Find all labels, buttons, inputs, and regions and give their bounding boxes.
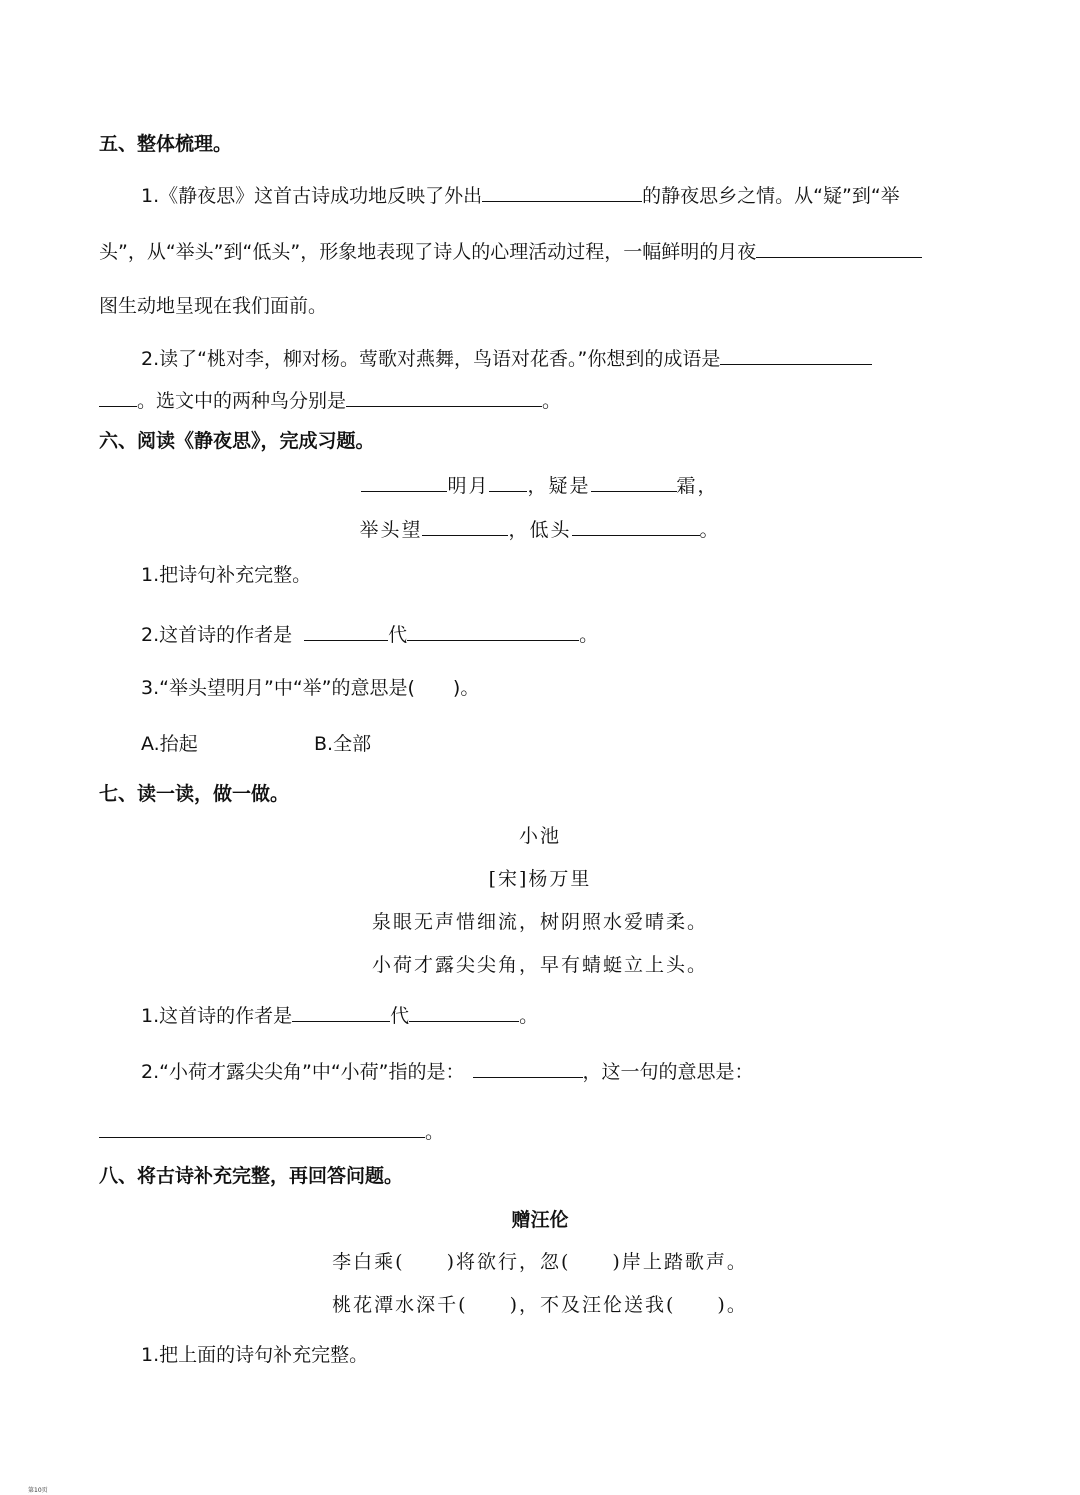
poem-line-2: 小荷才露尖尖角，早有蜻蜓立上头。 — [371, 954, 708, 976]
s5-q2-line1 — [141, 347, 872, 369]
s7-q2-end: 。 — [425, 1121, 445, 1143]
s7-q2-text-a: 2.“小荷才露尖尖角”中“小荷”指的是： — [141, 1061, 465, 1083]
poem-line-1: 泉眼无声惜细流，树阴照水爱晴柔。 — [371, 911, 708, 933]
answer-blank[interactable] — [407, 623, 579, 641]
s5-q1-line2 — [99, 240, 922, 262]
s5-q2-text-c: 。 — [542, 390, 562, 412]
s5-q2-text-a: 2.读了“桃对李，柳对杨。莺歌对燕舞，鸟语对花香。”你想到的成语是 — [141, 348, 721, 370]
poem-line-2: 桃花潭水深千( )，不及汪伦送我( )。 — [332, 1294, 748, 1316]
answer-blank[interactable] — [422, 518, 508, 536]
section-6-heading: 六、阅读《静夜思》，完成习题。 — [99, 430, 375, 452]
s7-q2-text-b: ，这一句的意思是： — [582, 1061, 754, 1083]
page-footer: 第10页 — [28, 1487, 48, 1494]
poem-text: 。 — [699, 519, 721, 541]
answer-blank[interactable] — [591, 474, 677, 492]
s5-q1-text-c: 头”，从“举头”到“低头”，形象地表现了诗人的心理活动过程，一幅鲜明的月夜 — [99, 241, 757, 263]
poem-title: 赠汪伦 — [511, 1209, 569, 1231]
answer-blank[interactable] — [99, 389, 137, 407]
answer-blank[interactable] — [361, 474, 447, 492]
poem-line-1: 李白乘( )将欲行，忽( )岸上踏歌声。 — [332, 1251, 748, 1273]
s8-q1: 1.把上面的诗句补充完整。 — [141, 1344, 369, 1366]
poem-text: 明月 — [447, 475, 490, 497]
s6-q2-text-c: 。 — [579, 624, 599, 646]
s6-option-a[interactable]: A.抬起 — [141, 733, 198, 755]
s6-q1: 1.把诗句补充完整。 — [141, 564, 312, 586]
s6-q2 — [141, 623, 598, 645]
s7-q1 — [141, 1004, 538, 1026]
s6-q2-text-b: 代 — [388, 624, 408, 646]
answer-blank[interactable] — [409, 1004, 519, 1022]
s5-q1-text-a: 1.《静夜思》这首古诗成功地反映了外出 — [141, 185, 483, 207]
answer-blank[interactable] — [720, 347, 872, 365]
answer-blank[interactable] — [473, 1060, 583, 1078]
poem-line-1 — [0, 474, 1080, 496]
answer-blank[interactable] — [99, 1120, 425, 1138]
s5-q1-line1 — [141, 184, 900, 206]
poem-text: 霜， — [676, 475, 719, 497]
s7-q1-text-b: 代 — [390, 1005, 410, 1027]
answer-blank[interactable] — [756, 240, 922, 258]
section-8-heading: 八、将古诗补充完整，再回答问题。 — [99, 1165, 404, 1187]
answer-blank[interactable] — [292, 1004, 390, 1022]
s5-q2-text-b: 。选文中的两种鸟分别是 — [137, 390, 347, 412]
s7-q1-text-c: 。 — [519, 1005, 539, 1027]
answer-blank[interactable] — [482, 184, 642, 202]
s5-q2-line2 — [99, 389, 561, 411]
s6-option-b[interactable]: B.全部 — [314, 733, 372, 755]
s7-q1-text-a: 1.这首诗的作者是 — [141, 1005, 293, 1027]
answer-blank[interactable] — [572, 518, 700, 536]
s6-q3: 3.“举头望明月”中“举”的意思是( )。 — [141, 677, 480, 699]
s7-q2 — [141, 1060, 754, 1082]
answer-blank[interactable] — [489, 474, 527, 492]
poem-title: 小池 — [518, 825, 561, 847]
section-7-heading: 七、读一读，做一做。 — [99, 783, 290, 805]
poem-line-2 — [0, 518, 1080, 540]
poem-text: ，疑是 — [527, 475, 591, 497]
answer-blank[interactable] — [304, 623, 388, 641]
s6-q2-text-a: 2.这首诗的作者是 — [141, 624, 293, 646]
poem-author: [宋]杨万里 — [488, 868, 592, 890]
poem-text: 举头望 — [359, 519, 423, 541]
s7-q2-answer-line — [99, 1120, 444, 1142]
s5-q1-line3: 图生动地呈现在我们面前。 — [99, 295, 328, 317]
section-5-heading: 五、整体梳理。 — [99, 133, 233, 155]
poem-text: ，低头 — [508, 519, 572, 541]
answer-blank[interactable] — [346, 389, 542, 407]
s5-q1-text-b: 的静夜思乡之情。从“疑”到“举 — [642, 185, 900, 207]
